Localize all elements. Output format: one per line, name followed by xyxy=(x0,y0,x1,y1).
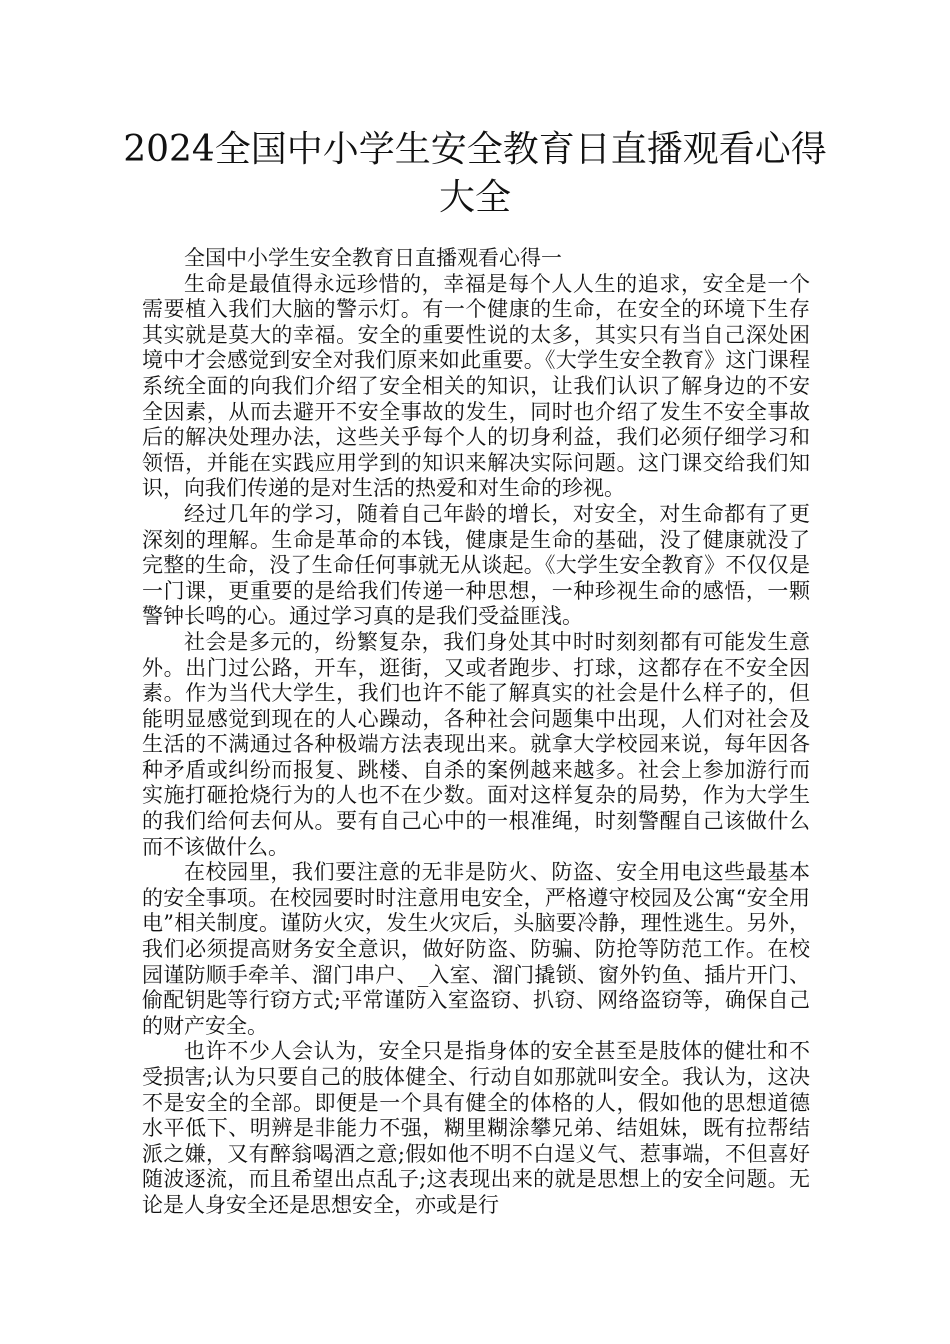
paragraph: 也许不少人会认为，安全只是指身体的安全甚至是肢体的健壮和不受损害;认为只要自己的肢体健全、行动自如那就叫安全。我认为，这决不是安全的全部。即便是一个具有健全的体格的人，假如他的思想道德水平低下、明辨是非能力不强，糊里糊涂攀兄弟、结姐妹，既有拉帮结派之嫌，又有醉翁喝酒之意;假如他不明不白逞义气、惹事端，不但喜好随波逐流，而且希望出点乱子;这表现出来的就是思想上的安全问题。无论是人身安全还是思想安全，亦或是行 xyxy=(142,1039,810,1217)
document-title: 2024全国中小学生安全教育日直播观看心得大全 xyxy=(123,129,827,218)
paragraph: 经过几年的学习，随着自己年龄的增长，对安全，对生命都有了更深刻的理解。生命是革命的本钱，健康是生命的基础，没了健康就没了完整的生命，没了生命任何事就无从谈起。《大学生安全教育》不仅仅是一门课，更重要的是给我们传递一种思想，一种珍视生命的感悟，一颗警钟长鸣的心。通过学习真的是我们受益匪浅。 xyxy=(142,501,810,629)
document-body xyxy=(142,246,810,1219)
section-heading: 全国中小学生安全教育日直播观看心得一 xyxy=(184,246,562,270)
paragraph: 生命是最值得永远珍惜的，幸福是每个人人生的追求，安全是一个需要植入我们大脑的警示灯。有一个健康的生命，在安全的环境下生存其实就是莫大的幸福。安全的重要性说的太多，其实只有当自己深处困境中才会感觉到安全对我们原来如此重要。《大学生安全教育》这门课程系统全面的向我们介绍了安全相关的知识，让我们认识了解身边的不安全因素，从而去避开不安全事故的发生，同时也介绍了发生不安全事故后的解决处理办法，这些关乎每个人的切身利益，我们必须仔细学习和领悟，并能在实践应用学到的知识来解决实际问题。这门课交给我们知识，向我们传递的是对生活的热爱和对生命的珍视。 xyxy=(142,271,810,501)
paragraph: 社会是多元的，纷繁复杂，我们身处其中时时刻刻都有可能发生意外。出门过公路，开车，逛街，又或者跑步、打球，这都存在不安全因素。作为当代大学生，我们也许不能了解真实的社会是什么样子的，但能明显感觉到现在的人心躁动，各种社会问题集中出现，人们对社会及生活的不满通过各种极端方法表现出来。就拿大学校园来说，每年因各种矛盾或纠纷而报复、跳楼、自杀的案例越来越多。社会上参加游行而实施打砸抢烧行为的人也不在少数。面对这样复杂的局势，作为大学生的我们给何去何从。要有自己心中的一根准绳，时刻警醒自己该做什么而不该做什么。 xyxy=(142,629,810,859)
paragraph: 在校园里，我们要注意的无非是防火、防盗、安全用电这些最基本的安全事项。在校园要时时注意用电安全，严格遵守校园及公寓“安全用电”相关制度。谨防火灾，发生火灾后，头脑要冷静，理性逃生。另外，我们必须提高财务安全意识，做好防盗、防骗、防抢等防范工作。在校园谨防顺手牵羊、溜门串户、_入室、溜门撬锁、窗外钓鱼、插片开门、偷配钥匙等行窃方式;平常谨防入室盗窃、扒窃、网络盗窃等，确保自己的财产安全。 xyxy=(142,860,810,1038)
